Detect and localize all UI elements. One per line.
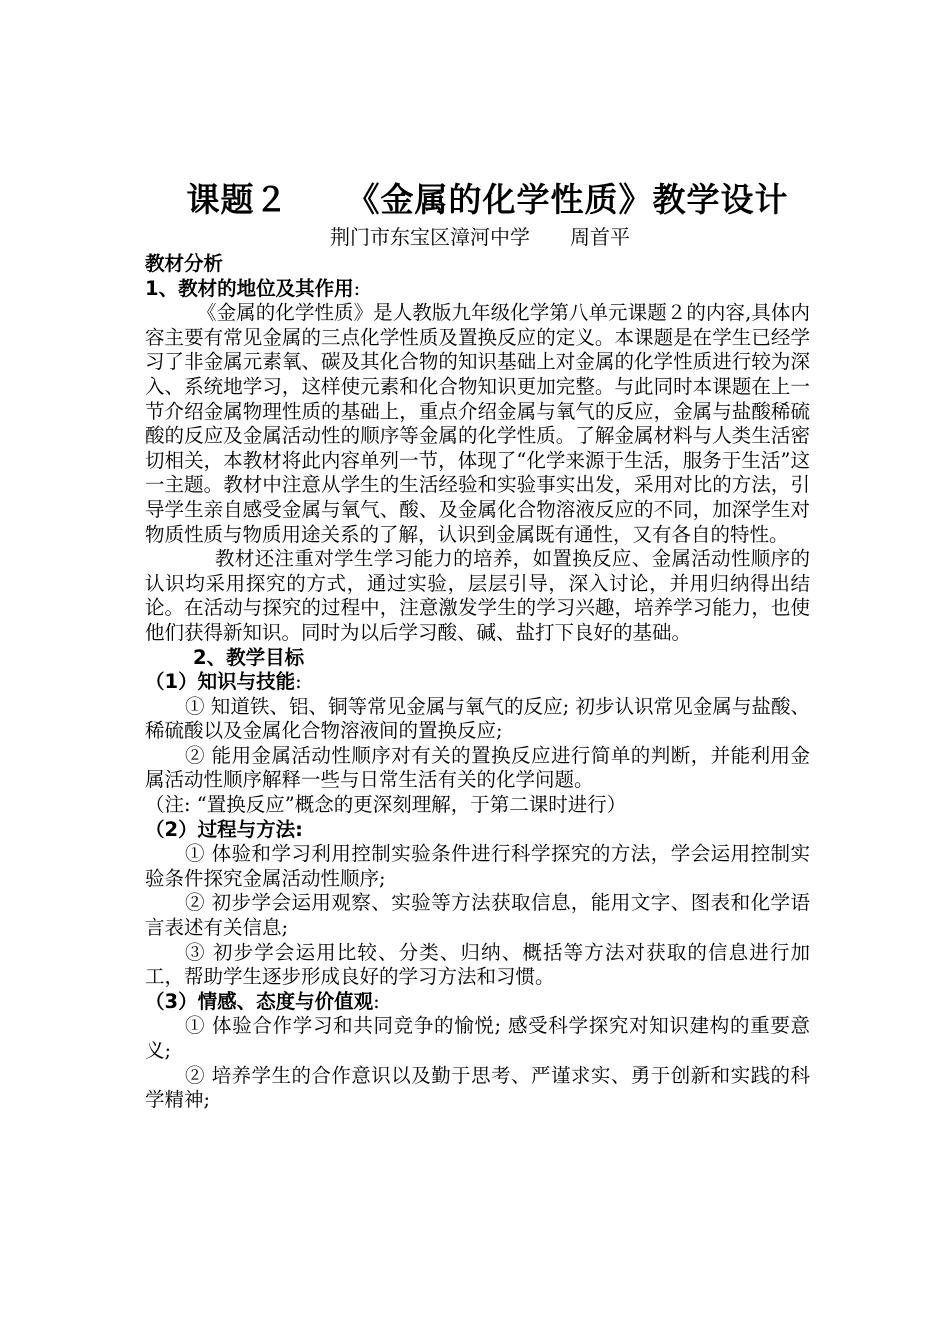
subsection-heading-teaching-goals: 2、教学目标 xyxy=(193,645,305,669)
title-lesson-number: 课题２ xyxy=(186,180,289,219)
goal-heading-knowledge-colon: : xyxy=(295,670,302,694)
paragraph-textbook-role: 《金属的化学性质》是人教版九年级化学第八单元课题２的内容,具体内容主要有常见金属的三点化学性质及置换反应的定义。本课题是在学生已经学习了非金属元素氧、碳及其化合物的知识基础上对金属的化学性质进行较为深入、系统地学习，这样使元素和化合物知识更加完整。与此同时本课题在上一节介绍金属物理性质的基础上，重点介绍金属与氧气的反应，金属与盐酸稀硫酸的反应及金属活动性的顺序等金属的化学性质。了解金属材料与人类生活密切相关，本教材将此内容单列一节，体现了“化学来源于生活，服务于生活”这一主题。教材中注意从学生的生活经验和实验事实出发，采用对比的方法，引导学生亲自感受金属与氧气、酸、及金属化合物溶液反应的不同，加深学生对物质性质与物质用途关系的了解，认识到金属既有通性，又有各自的特性。 xyxy=(145,301,810,546)
author-line xyxy=(330,222,810,252)
subsection-heading-role-colon: : xyxy=(353,276,361,300)
goal-process-item-2: ② 初步学会运用观察、实验等方法获取信息，能用文字、图表和化学语言表述有关信息; xyxy=(145,891,810,940)
subsection-heading-role-text: 1、教材的地位及其作用 xyxy=(145,276,354,300)
author-name: 周首平 xyxy=(570,225,630,249)
goal-knowledge-item-2: ② 能用金属活动性顺序对有关的置换反应进行简单的判断，并能利用金属活动性顺序解释一些与日常生活有关的化学问题。 xyxy=(145,743,810,792)
goal-heading-attitude-colon: : xyxy=(373,989,380,1013)
paragraph-learning-ability: 教材还注重对学生学习能力的培养，如置换反应、金属活动性顺序的认识均采用探究的方式，通过实验，层层引导，深入讨论，并用归纳得出结论。在活动与探究的过程中，注意激发学生的学习兴趣，培养学习能力，也使他们获得新知识。同时为以后学习酸、碱、盐打下良好的基础。 xyxy=(145,547,810,644)
goal-attitude-item-1: ① 体验合作学习和共同竞争的愉悦; 感受科学探究对知识建构的重要意义; xyxy=(145,1014,810,1062)
author-school: 荆门市东宝区漳河中学 xyxy=(330,225,530,249)
goal-heading-attitude-text: （3）情感、态度与价值观 xyxy=(145,989,374,1013)
goal-attitude-item-2: ② 培养学生的合作意识以及勤于思考、严谨求实、勇于创新和实践的科学精神; xyxy=(145,1063,810,1112)
goal-heading-knowledge-text: （1）知识与技能 xyxy=(145,670,296,694)
goal-knowledge-note: （注: “置换反应”概念的更深刻理解，于第二课时进行） xyxy=(145,793,627,817)
goal-heading-knowledge xyxy=(145,670,810,695)
goal-process-item-1: ① 体验和学习利用控制实验条件进行科学探究的方法，学会运用控制实验条件探究金属活动性顺序; xyxy=(145,842,810,890)
goal-process-item-3: ③ 初步学会运用比较、分类、归纳、概括等方法对获取的信息进行加工，帮助学生逐步形成良好的学习方法和习惯。 xyxy=(145,940,810,989)
document-title xyxy=(165,178,810,222)
goal-heading-attitude xyxy=(145,990,810,1015)
title-lesson-name: 《金属的化学性质》教学设计 xyxy=(346,180,789,219)
section-heading-textbook-analysis: 教材分析 xyxy=(145,252,224,275)
subsection-heading-role xyxy=(145,277,810,302)
goal-knowledge-item-1: ① 知道铁、铝、铜等常见金属与氧气的反应; 初步认识常见金属与盐酸、稀硫酸以及金属化合物溶液间的置换反应; xyxy=(145,694,810,743)
goal-heading-process: （2）过程与方法: xyxy=(145,817,303,841)
document-page xyxy=(145,178,810,1113)
